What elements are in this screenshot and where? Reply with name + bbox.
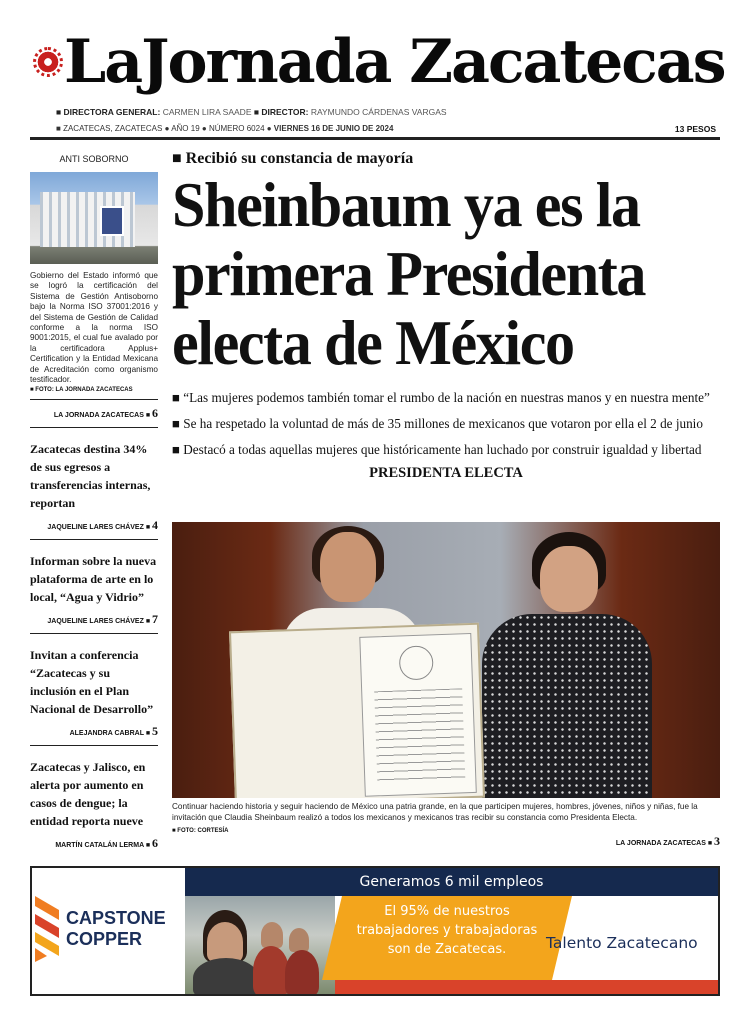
- story-item[interactable]: [30, 646, 158, 746]
- photo-label: PRESIDENTA ELECTA: [369, 465, 523, 481]
- story-byline: ALEJANDRA CABRAL ■ 5: [69, 724, 158, 739]
- story-headline[interactable]: Zacatecas y Jalisco, en alerta por aumento en casos de dengue; la entidad reporta nueve: [30, 760, 146, 829]
- sun-logo-icon: [36, 50, 60, 74]
- story-item[interactable]: [30, 440, 158, 540]
- masthead-rule: [30, 137, 720, 140]
- capstone-ad[interactable]: [30, 866, 720, 996]
- story-headline[interactable]: Invitan a conferencia “Zacatecas y su inclusión en el Plan Nacional de Desarrollo”: [30, 648, 154, 717]
- capstone-wordmark: CAPSTONE COPPER: [66, 908, 166, 949]
- story-byline: JAQUELINE LARES CHÁVEZ ■ 4: [47, 518, 158, 533]
- workers-photo: [185, 896, 335, 994]
- main-kicker: ■ Recibió su constancia de mayoría: [172, 150, 720, 168]
- photo-credit: ■ FOTO: LA JORNADA ZACATECAS: [30, 387, 158, 393]
- bullet-item: ■ Destacó a todas aquellas mujeres que históricamente han luchado por construir igualdad y libertad: [172, 437, 720, 463]
- main-bullets: [172, 385, 720, 463]
- bullet-item: ■ “Las mujeres podemos también tomar el rumbo de la nación en nuestras manos y en nuestra mente”: [172, 385, 720, 411]
- official-figure: [482, 532, 652, 798]
- photo-credit: ■ FOTO: CORTESÍA: [172, 828, 229, 834]
- story-item[interactable]: [30, 552, 158, 634]
- anti-soborno-blurb: Gobierno del Estado informó que se logró la certificación del Sistema de Gestión Antisoborno bajo la Norma ISO 37001:2016 y del Sistema de Gestión de Calidad conforme a la norma ISO 9001:2015, el cual fue avalado por la certificadora Applus+ Certification y la Entidad Mexicana de Acreditación como organismo testificador.: [30, 271, 158, 385]
- government-building-photo: [30, 172, 158, 264]
- left-column: [30, 150, 158, 851]
- story-byline: JAQUELINE LARES CHÁVEZ ■ 7: [47, 612, 158, 627]
- story-byline: MARTÍN CATALÁN LERMA ■ 6: [55, 836, 158, 851]
- talento-zacatecano: Talento Zacatecano: [546, 934, 698, 952]
- story-headline[interactable]: Informan sobre la nueva plataforma de arte en lo local, “Agua y Vidrio”: [30, 554, 157, 605]
- ad-message: El 95% de nuestros trabajadores y trabajadoras son de Zacatecas.: [356, 904, 538, 957]
- newspaper-title: LaJornada Zacatecas: [64, 27, 725, 97]
- staff-line: ■ DIRECTORA GENERAL: CARMEN LIRA SAADE ■ DIRECTOR: RAYMUNDO CÁRDENAS VARGAS: [56, 107, 447, 117]
- main-credit: LA JORNADA ZACATECAS ■ 3: [615, 834, 720, 848]
- main-story: [172, 150, 720, 482]
- story-item[interactable]: [30, 758, 158, 851]
- main-photo[interactable]: [172, 522, 720, 798]
- dateline: ■ ZACATECAS, ZACATECAS ● AÑO 19 ● NÚMERO 6024 ● VIERNES 16 DE JUNIO DE 2024: [56, 124, 393, 133]
- anti-soborno-kicker: ANTI SOBORNO: [59, 154, 129, 164]
- story-headline[interactable]: Zacatecas destina 34% de sus egresos a transferencias internas, reportan: [30, 442, 151, 511]
- masthead: [30, 18, 730, 98]
- price: 13 PESOS: [674, 124, 716, 134]
- section-credit: LA JORNADA ZACATECAS ■ 6: [53, 406, 158, 421]
- certificate-icon: [229, 623, 485, 798]
- photo-caption: Continuar haciendo historia y seguir haciendo de México una patria grande, en la que participen mujeres, hombres, jóvenes, niños y niñas, fue la invitación que Claudia Sheinbaum realizó a todos los mexicanos y mexicanos tras recibir su constancia como Presidenta Electa.: [172, 802, 698, 822]
- ad-red-stripe: [335, 980, 718, 994]
- capstone-mark-icon: [35, 896, 59, 962]
- ad-headline: Generamos 6 mil empleos: [185, 868, 718, 896]
- bullet-item: ■ Se ha respetado la voluntad de más de 35 millones de mexicanos que votaron por ella el 2 de junio: [172, 411, 720, 437]
- capstone-logo: [32, 868, 185, 994]
- main-headline[interactable]: Sheinbaum ya es la primera Presidenta electa de México: [172, 169, 646, 378]
